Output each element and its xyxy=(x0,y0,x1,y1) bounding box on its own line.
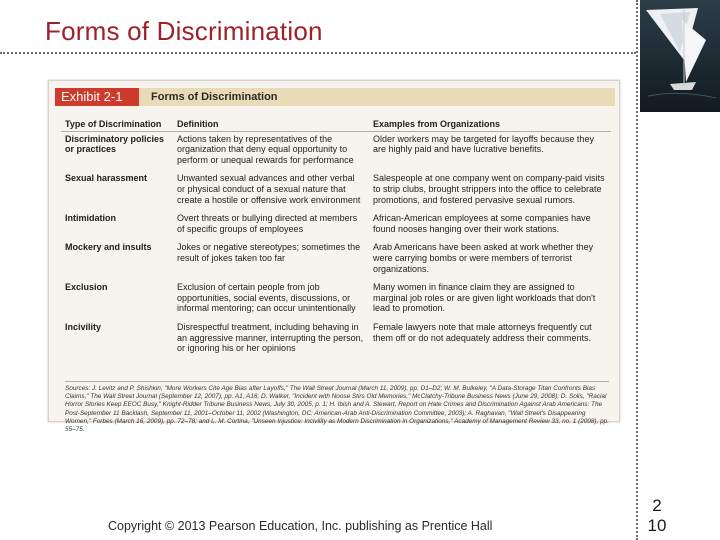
column-header-definition: Definition xyxy=(173,115,369,131)
row-definition: Jokes or negative stereotypes; sometimes the result of jokes taken too far xyxy=(177,242,361,263)
table-row xyxy=(61,240,611,280)
page-number-line2: 10 xyxy=(647,516,667,535)
discrimination-table xyxy=(61,115,611,360)
slide-title: Forms of Discrimination xyxy=(45,16,323,46)
row-example: Arab Americans have been asked at work whether they were carrying bombs or were members of terrorist organizations. xyxy=(373,242,594,274)
row-example: African-American employees at some companies have found nooses hanging over their work stations. xyxy=(373,213,591,234)
exhibit-header xyxy=(55,88,615,106)
exhibit-label: Exhibit 2-1 xyxy=(55,88,139,106)
page-number-line1: 2 xyxy=(652,496,662,515)
row-type: Mockery and insults xyxy=(65,242,152,253)
row-type: Intimidation xyxy=(65,213,116,224)
column-header-examples: Examples from Organizations xyxy=(369,115,611,131)
row-example: Female lawyers note that male attorneys frequently cut them off or do not adequately address their comments. xyxy=(373,321,592,343)
row-example: Many women in finance claim they are assigned to marginal job roles or are given light workloads that don't lead to promotion. xyxy=(373,282,596,314)
side-divider xyxy=(636,0,638,540)
row-example: Older workers may be targeted for layoffs because they are highly paid and have lucrative benefits. xyxy=(373,133,594,155)
row-example: Salespeople at one company went on company-paid visits to strip clubs, brought strippers into the office to celebrate promotions, and fostered pervasive sexual rumors. xyxy=(373,173,605,205)
table-row xyxy=(61,171,611,211)
table-row xyxy=(61,131,611,171)
page-number xyxy=(640,496,674,536)
row-definition: Disrespectful treatment, including behaving in an aggressive manner, interrupting the person, or ignoring his or her opinions xyxy=(177,321,364,354)
exhibit-figure xyxy=(48,80,620,434)
row-type: Incivility xyxy=(65,321,102,332)
row-definition: Exclusion of certain people from job opportunities, social events, discussions, or informal mentoring; can occur unintentionally xyxy=(177,282,356,314)
row-definition: Unwanted sexual advances and other verbal or physical conduct of a sexual nature that create a hostile or offensive work environment xyxy=(177,173,361,205)
table-row xyxy=(61,320,611,360)
row-definition: Actions taken by representatives of the organization that deny equal opportunity to perform or unequal rewards for performance xyxy=(177,133,354,165)
table-row xyxy=(61,280,611,320)
title-divider xyxy=(0,52,636,54)
exhibit-sources: Sources: J. Levitz and P. Shishkin, "More Workers Cite Age Bias after Layoffs," The Wall Street Journal (March 11, 2009), pp. D1–D2; W. M. Bulkeley, "A Data-Storage Titan Confronts Bias Claims," The Wall Street Journal (September 12, 2007), pp. A1, A16; D. Walker, "Incident with Noose Stirs Old Memories," McClatchy-Tribune Business News (June 29, 2008); D. Solis, "Racial Horror Stories Keep EEOC Busy," Knight-Ridder Tribune Business News, July 30, 2005, p. 1; H. Ibish and A. Stewart, Report on Hate Crimes and Discrimination Against Arab Americans: The Post-September 11 Backlash, September 11, 2001–October 11, 2002 (Washington, DC: American-Arab Anti-Discrimination Committee, 2003); A. Raghavan, "Wall Street's Disappearing Women," Forbes (March 16, 2009), pp. 72–78; and L. M. Cortina, "Unseen Injustice: Incivility as Modern Discrimination in Organizations," Academy of Management Review 33, no. 1 (2008), pp. 55–75. xyxy=(65,381,609,434)
table-header-row xyxy=(61,115,611,131)
column-header-type: Type of Discrimination xyxy=(61,115,173,131)
exhibit-heading: Forms of Discrimination xyxy=(139,88,615,106)
row-definition: Overt threats or bullying directed at members of specific groups of employees xyxy=(177,213,358,234)
copyright-footer: Copyright © 2013 Pearson Education, Inc. publishing as Prentice Hall xyxy=(108,519,493,533)
sailboat-photo-icon xyxy=(640,0,720,112)
row-type: Discriminatory policies or practices xyxy=(65,133,165,155)
row-type: Exclusion xyxy=(65,282,108,293)
table-row xyxy=(61,211,611,240)
row-type: Sexual harassment xyxy=(65,173,148,184)
